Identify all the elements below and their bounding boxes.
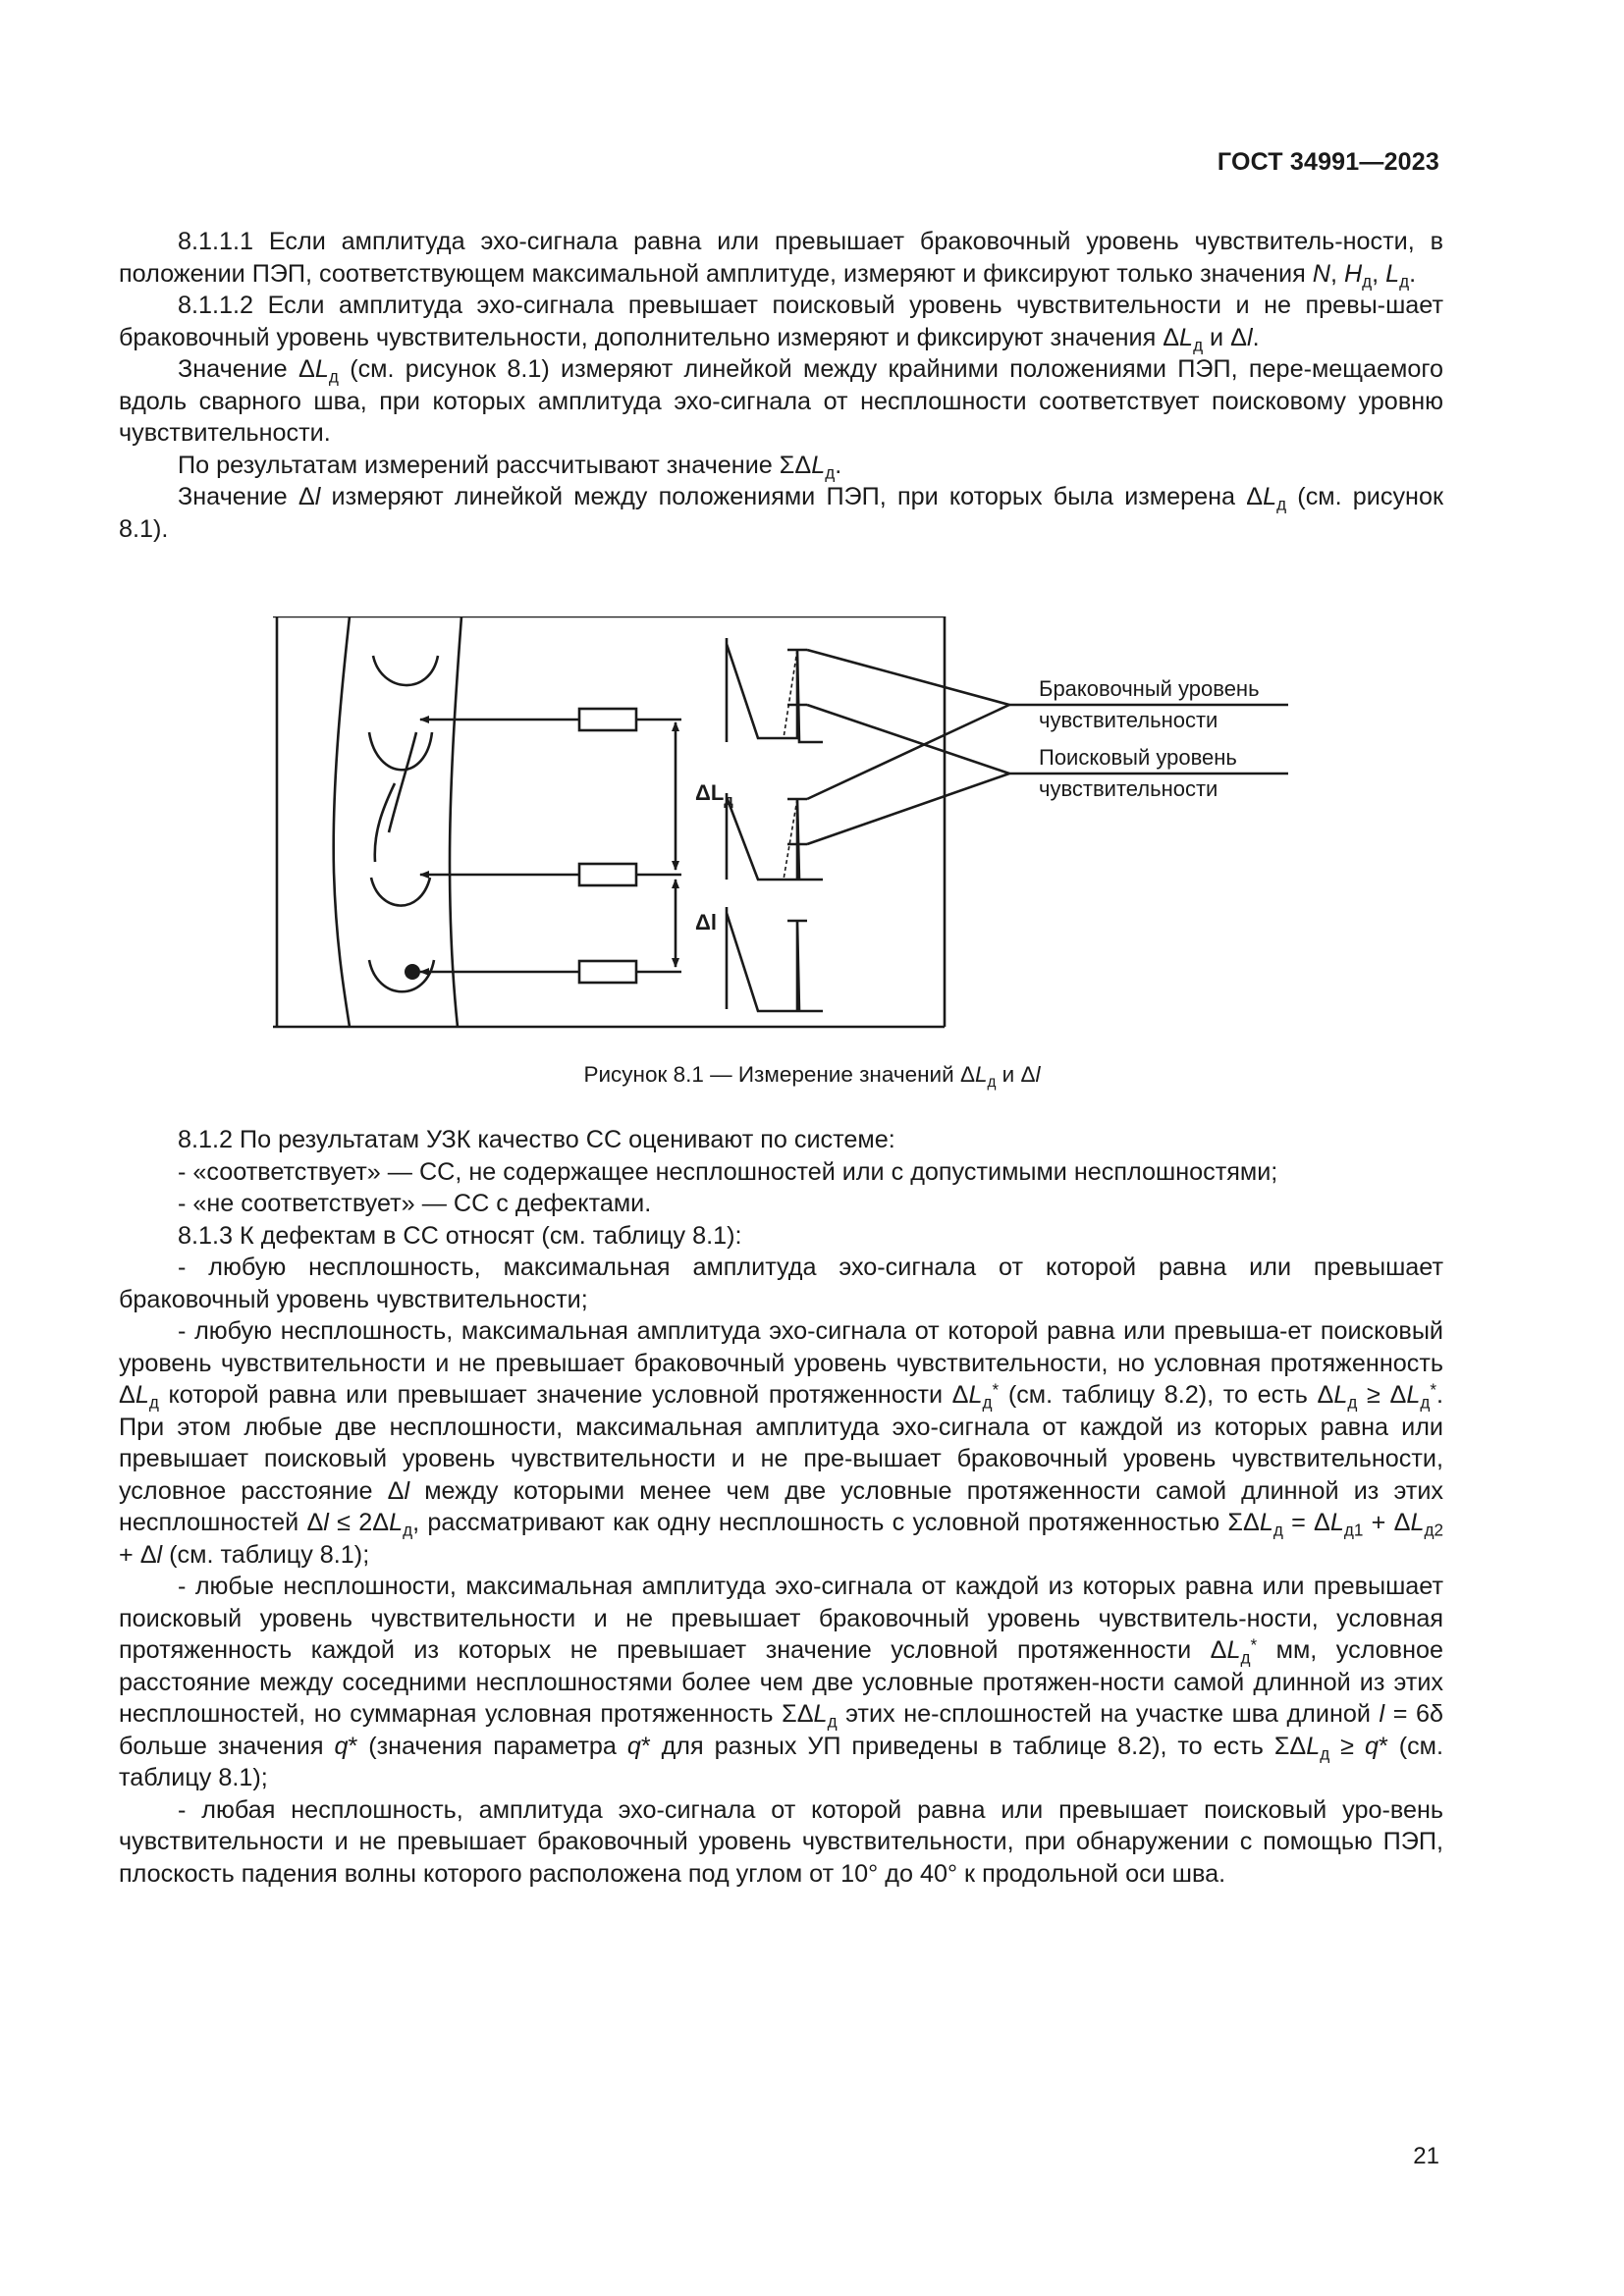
paragraph-sum-calc: По результатам измерений рассчитывают значение $\Sigma\Delta L_д$. [178,451,842,482]
beam-arc-2 [369,732,432,770]
beam-arc-5 [369,960,434,991]
label-delta-L: $\Delta L_д$ [695,780,733,809]
paragraph-delta-l-measure: Значение $\Delta L_д$ (см. рисунок 8.1) измеряют линейкой между крайними положениями ПЭП, пере-мещаемого вдоль сварного шва, при которых амплитуда эхо-сигнала от несплошности соответствует поисковому уровню чувствительности. [119,355,1443,447]
echo-signal-2 [727,793,823,880]
paragraph-8-1-2: 8.1.2 По результатам УЗК качество СС оценивают по системе: [178,1126,895,1153]
weld-boundary-left [334,616,350,1027]
paragraph-8-1-1-2: 8.1.1.2 Если амплитуда эхо-сигнала превышает поисковый уровень чувствительности и не превы-шает браковочный уровень чувствительности, дополнительно измеряют и фиксируют значения $\Delta L_д$ и Δl. [119,292,1443,354]
echo-signal-1 [727,638,823,742]
legend-rejection-line-1: Браковочный уровень [1039,676,1260,701]
list-item-defect-3: - любые несплошности, максимальная амплитуда эхо-сигнала от каждой из которых равна или превышает поисковый уровень чувствительности и не превышает браковочный уровень чувствитель-ности, условная протяженность каждой из которых не превышает значение условной протяженности $\Delta L_д^*$ мм, условное расстояние между соседними несплошностями более чем две условные протяжен-ности самой длинной из этих несплошностей, но суммарная условная протяженность $\Sigma\Delta L_д$ этих не-сплошностей на участке шва длиной l = 6δ больше значения q* (значения параметра q* для разных УП приведены в таблице 8.2), то есть $\Sigma\Delta L_д \ge q*$ (см. таблицу 8.1); [119,1573,1444,1791]
paragraph-8-1-3: 8.1.3 К дефектам в СС относят (см. таблицу 8.1): [178,1221,742,1250]
legend-line-1 [807,650,1009,705]
page-number: 21 [1413,2143,1439,2169]
legend-search-line-2: чувствительности [1039,776,1218,801]
legend-rejection-line-2: чувствительности [1039,708,1218,732]
text-block-bottom [119,1124,1443,1890]
list-item-conforms: - «соответствует» — СС, не содержащее несплошностей или с допустимыми несплошностями; [178,1157,1278,1186]
paragraph-8-1-1-1: 8.1.1.1 Если амплитуда эхо-сигнала равна или превышает браковочный уровень чувствитель-ности, в положении ПЭП, соответствующем максимальной амплитуде, измеряют и фиксируют только значения N, $H_д$, $L_д$. [119,228,1443,291]
probe-1 [579,709,636,730]
legend-line-3 [807,705,1009,774]
text-block-top [119,226,1443,545]
beam-arc-4 [371,878,430,906]
label-delta-l: Δl [695,910,717,934]
standard-header: ГОСТ 34991—2023 [1217,148,1439,176]
list-item-defect-1: - любую несплошность, максимальная амплитуда эхо-сигнала от которой равна или превышает браковочный уровень чувствительности; [119,1254,1443,1313]
figure-8-1 [273,616,1294,1037]
beam-arc-1 [373,656,438,685]
legend-search-line-1: Поисковый уровень [1039,745,1237,770]
echo-signal-3 [727,907,823,1011]
probe-3 [579,961,636,983]
figure-caption: Рисунок 8.1 — Измерение значений $\Delta L_д$ и Δl [583,1062,1041,1091]
list-item-defect-2: - любую несплошность, максимальная амплитуда эхо-сигнала от которой равна или превыша-ет поисковый уровень чувствительности и не превышает браковочный уровень чувствительности, но условная протяженность $\Delta L_д$ которой равна или превышает значение условной протяженности $\Delta L_д^*$ (см. таблицу 8.2), то есть $\Delta L_д \ge \Delta L_д^*$. При этом любые две несплошности, максимальная амплитуда эхо-сигнала от каждой из которых равна или превышает поисковый уровень чувствительности и не пре-вышает браковочный уровень чувствительности, условное расстояние Δl между которыми менее чем две условные протяженности самой длинной из этих несплошностей $\Delta l \le 2\Delta L_д$, рассматривают как одну несплошность с условной протяженностью $\Sigma\Delta L_д = \Delta L_{д1} + \Delta L_{д2} + \Delta l$ (см. таблицу 8.1); [119,1317,1444,1569]
probe-2 [579,864,636,885]
list-item-defect-4: - любая несплошность, амплитуда эхо-сигнала от которой равна или превышает поисковый уро-вень чувствительности и не превышает браковочный уровень чувствительности, при обнаружении с помощью ПЭП, плоскость падения волны которого расположена под углом от 10° до 40° к продольной оси шва. [119,1795,1443,1888]
discontinuity-point [405,964,420,980]
list-item-not-conforms: - «не соответствует» — СС с дефектами. [178,1190,652,1217]
discontinuity-curve [389,732,416,832]
paragraph-delta-small-l: Значение Δl измеряют линейкой между положениями ПЭП, при которых была измерена $\Delta L_д$ (см. рисунок 8.1). [119,483,1443,543]
weld-boundary-right [450,616,461,1027]
dashed-guide-1 [784,650,797,738]
dashed-guide-2 [784,799,797,880]
